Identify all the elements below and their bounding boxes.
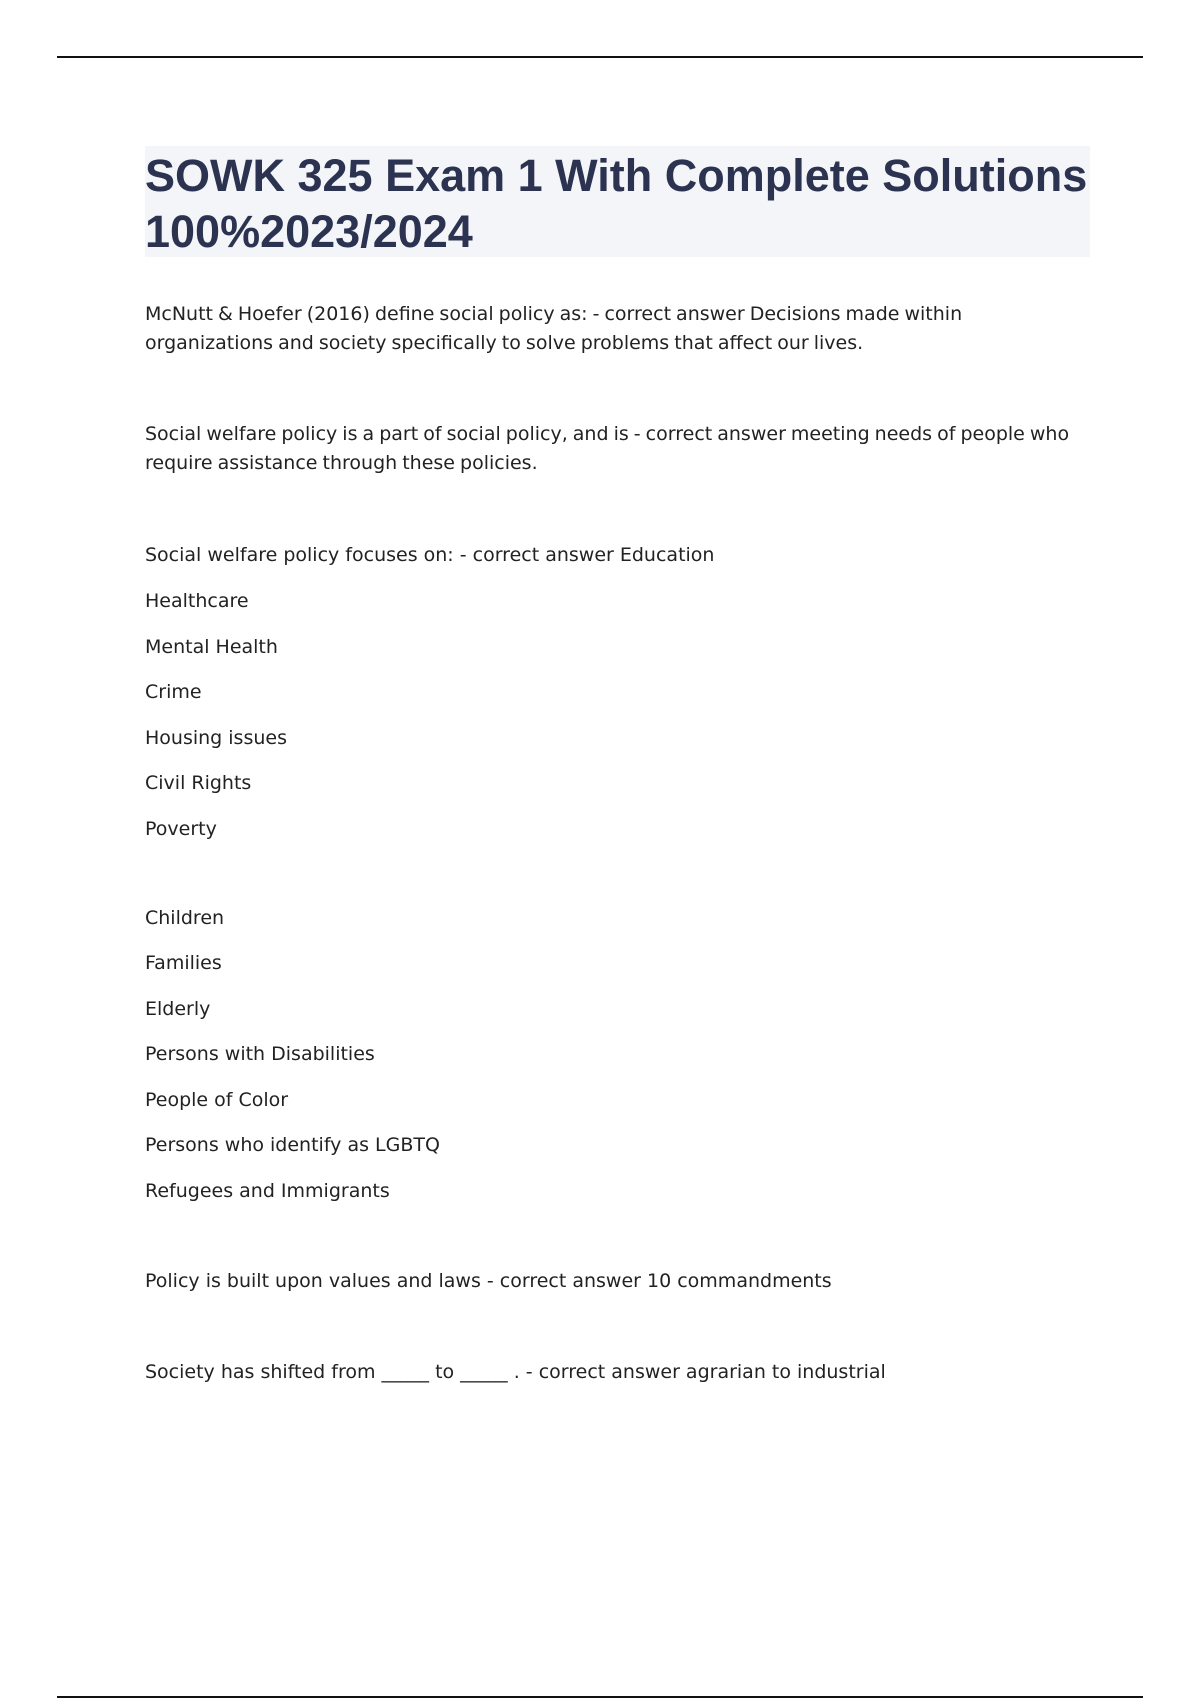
qa-definition-social-policy: McNutt & Hoefer (2016) define social policy as: - correct answer Decisions made within organizations and society specifically to solve problems that affect our lives. bbox=[145, 303, 963, 354]
list-item: Persons who identify as LGBTQ bbox=[145, 1134, 440, 1156]
list-item: Mental Health bbox=[145, 636, 278, 658]
qa-society-shift: Society has shifted from _____ to _____ . - correct answer agrarian to industrial bbox=[145, 1361, 886, 1383]
qa-social-welfare-policy: Social welfare policy is a part of social policy, and is - correct answer meeting needs of people who require assistance through these policies. bbox=[145, 423, 1070, 474]
list-item: Crime bbox=[145, 681, 202, 703]
list-item: Healthcare bbox=[145, 590, 249, 612]
list-item: Housing issues bbox=[145, 727, 287, 749]
title-banner bbox=[145, 146, 1090, 257]
list-item: Persons with Disabilities bbox=[145, 1043, 375, 1065]
page-title: SOWK 325 Exam 1 With Complete Solutions 100%2023/2024 bbox=[145, 150, 1088, 257]
list-item: Families bbox=[145, 952, 222, 974]
list-item: Civil Rights bbox=[145, 772, 252, 794]
footer-rule bbox=[57, 1696, 1143, 1698]
qa-focus-question: Social welfare policy focuses on: - correct answer Education bbox=[145, 544, 715, 566]
list-item: Children bbox=[145, 907, 225, 929]
list-item: Poverty bbox=[145, 818, 217, 840]
qa-policy-foundation: Policy is built upon values and laws - correct answer 10 commandments bbox=[145, 1270, 832, 1292]
list-item: People of Color bbox=[145, 1089, 289, 1111]
header-rule bbox=[57, 56, 1143, 58]
list-item: Elderly bbox=[145, 998, 211, 1020]
list-item: Refugees and Immigrants bbox=[145, 1180, 390, 1202]
